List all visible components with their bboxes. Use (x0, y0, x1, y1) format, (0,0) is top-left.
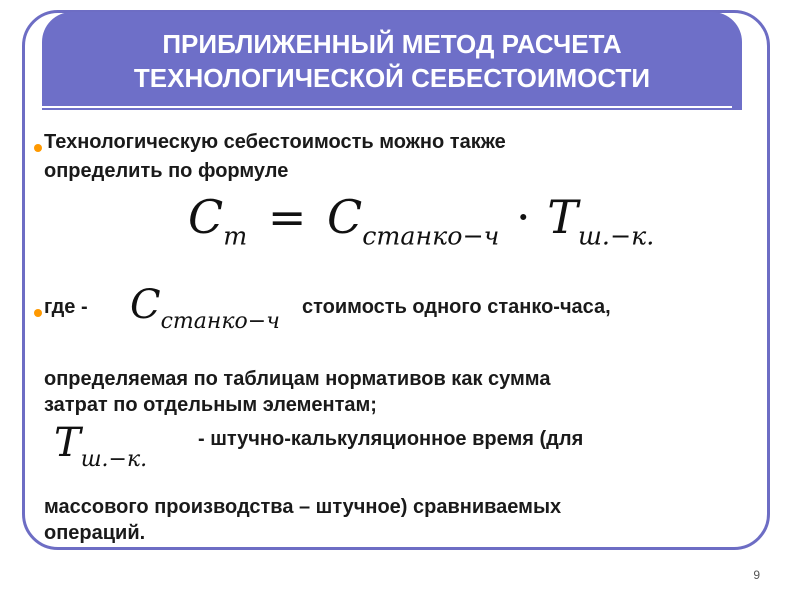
para3-line1: массового производства – штучное) сравниваемых (44, 496, 562, 518)
formula-equals: = (267, 190, 307, 244)
formula-time-symbol: T (547, 190, 578, 244)
where-formula (130, 282, 280, 334)
title-line-2: ТЕХНОЛОГИЧЕСКОЙ СЕБЕСТОИМОСТИ (133, 63, 651, 93)
slide-title (42, 12, 742, 110)
where-text: стоимость одного станко-часа, (302, 296, 611, 318)
time-formula (54, 420, 147, 472)
main-formula (188, 190, 654, 250)
para1-line1: Технологическую себестоимость можно также (44, 131, 506, 153)
title-divider (42, 106, 732, 108)
para1-line2: определить по формуле (44, 160, 289, 182)
formula-cost-symbol: C (188, 190, 224, 244)
time-sub-sk: ш.−к. (80, 446, 148, 472)
formula-sub-sk: ш.−к. (577, 221, 655, 251)
where-sub-stanko: станко−ч (160, 308, 280, 334)
where-label: где - (44, 296, 88, 318)
bullet-dot (34, 144, 42, 152)
page-number: 9 (753, 568, 760, 582)
formula-sub-t: т (223, 221, 248, 251)
title-line-1: ПРИБЛИЖЕННЫЙ МЕТОД РАСЧЕТА (162, 29, 622, 59)
where-cost-symbol: C (130, 282, 161, 328)
formula-sub-stanko: станко−ч (362, 221, 500, 251)
para2-line2: затрат по отдельным элементам; (44, 394, 377, 416)
bullet-dot (34, 309, 42, 317)
formula-cost-symbol-2: C (327, 190, 363, 244)
time-symbol: T (54, 420, 81, 466)
formula-dot: · (516, 190, 531, 244)
para3-line2: операций. (44, 522, 146, 544)
para2-line1: определяемая по таблицам нормативов как сумма (44, 368, 551, 390)
time-text: - штучно-калькуляционное время (для (198, 428, 584, 450)
